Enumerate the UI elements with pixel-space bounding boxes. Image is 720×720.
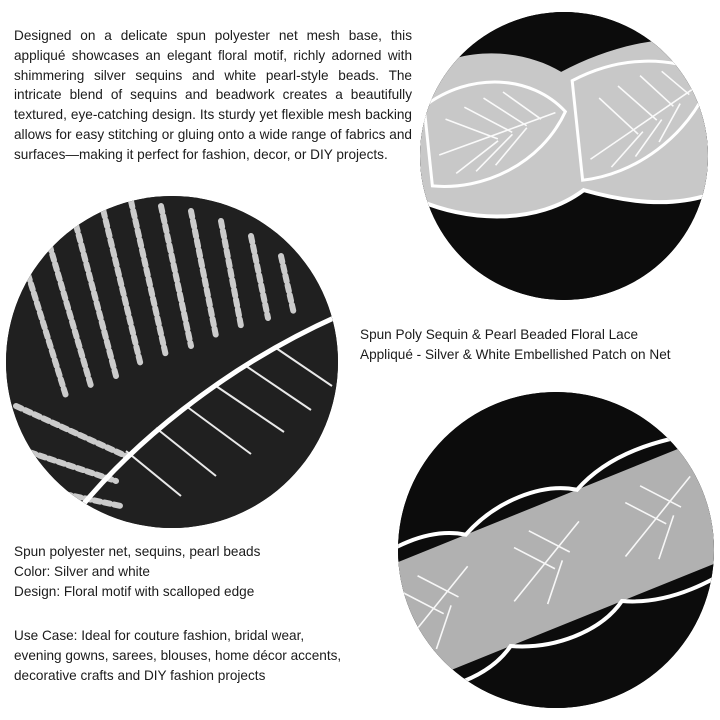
spec-color: Color: Silver and white (14, 563, 150, 579)
sequin-macro-image (6, 196, 338, 528)
lace-strip-image (398, 392, 714, 708)
product-photo-macro (6, 196, 338, 528)
product-title-line-2: Appliqué - Silver & White Embellished Patch on Net (360, 347, 671, 362)
product-specs (14, 542, 344, 601)
product-description: Designed on a delicate spun polyester net mesh base, this appliqué showcases an elegant floral motif, richly adorned with shimmering silver sequins and white pearl-style beads. The intricate blend of sequins and beadwork creates a beautifully textured, eye-catching design. Its sturdy yet flexible mesh backing allows for easy stitching or gluing onto a wide range of fabrics and surfaces—making it perfect for fashion, decor, or DIY projects. (14, 28, 412, 162)
product-photo-top (420, 12, 708, 300)
product-use-case (14, 626, 374, 685)
use-case-line-2: evening gowns, sarees, blouses, home décor accents, (14, 647, 342, 663)
use-case-line-3: decorative crafts and DIY fashion projects (14, 667, 266, 683)
product-title-line-1: Spun Poly Sequin & Pearl Beaded Floral Lace (360, 327, 639, 342)
product-photo-strip (398, 392, 714, 708)
spec-design: Design: Floral motif with scalloped edge (14, 583, 255, 599)
lace-closeup-image (420, 12, 708, 300)
use-case-line-1: Use Case: Ideal for couture fashion, bridal wear, (14, 628, 305, 643)
spec-material: Spun polyester net, sequins, pearl beads (14, 544, 261, 559)
product-title (360, 325, 710, 365)
